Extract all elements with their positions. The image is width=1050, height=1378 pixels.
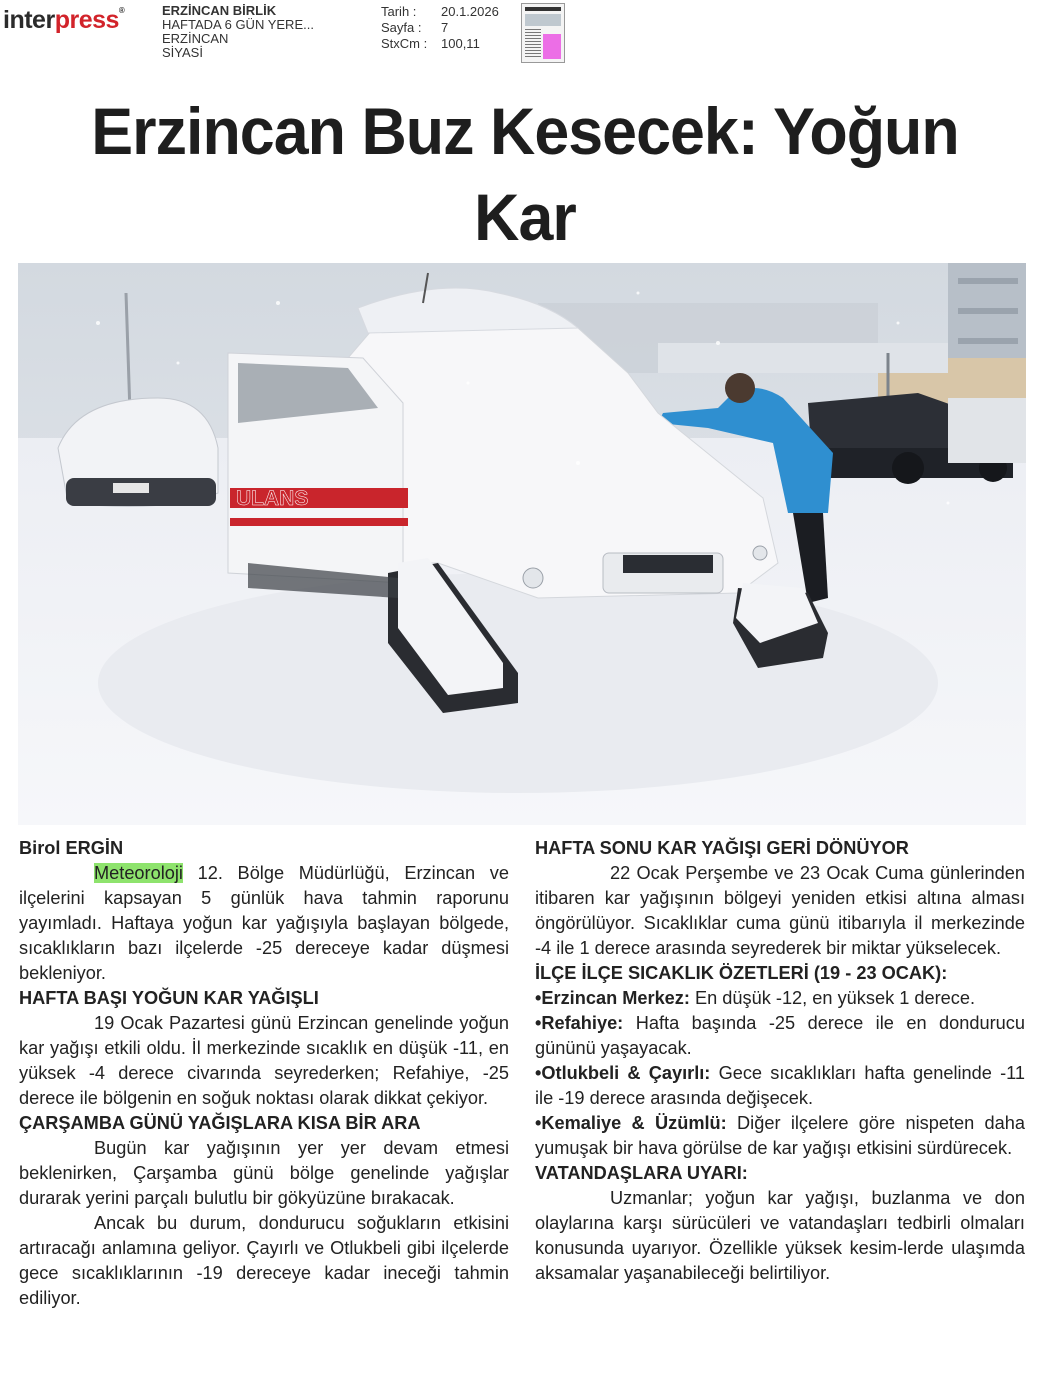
logo-inter: inter (3, 6, 55, 34)
stxcm-label: StxCm : (381, 36, 428, 51)
district-item-refahiye (535, 1011, 1025, 1061)
publication-city: ERZİNCAN (162, 31, 229, 46)
date-row (381, 4, 499, 20)
publication-frequency: HAFTADA 6 GÜN YERE... (162, 17, 314, 32)
subheading-wednesday: ÇARŞAMBA GÜNÜ YAĞIŞLARA KISA BİR ARA (19, 1113, 421, 1133)
subheading-warning: VATANDAŞLARA UYARI: (535, 1163, 748, 1183)
clipping-info (381, 4, 499, 52)
interpress-logo (3, 6, 124, 35)
district-label-refahiye: •Refahiye: (535, 1013, 624, 1033)
logo-press: press (54, 6, 119, 34)
snow-scene-illustration (18, 263, 1026, 825)
byline: Birol ERGİN (19, 838, 124, 858)
logo-registered: ® (118, 6, 125, 15)
publication-section: SİYASİ (162, 45, 203, 60)
page-thumbnail[interactable] (521, 3, 565, 63)
district-item-merkez (535, 986, 1025, 1011)
district-label-merkez: •Erzincan Merkez: (535, 988, 690, 1008)
paragraph-cold: Ancak bu durum, dondurucu soğukların etkisini artıracağı anlamına geliyor. Çayırlı ve Otlukbeli gibi ilçelerde gece sıcaklıklarının -19 dereceye kadar ineceği tahmin ediliyor. (19, 1213, 509, 1308)
paragraph-intro (19, 861, 509, 986)
district-text-kemaliye: Diğer ilçelere göre nispeten daha yumuşak bir hava görülse de kar yağışı etkisini sürdürecek. (535, 1113, 1025, 1158)
district-text-refahiye: Hafta başında -25 derece ile en dondurucu gününü yaşayacak. (535, 1013, 1025, 1058)
paragraph-warning: Uzmanlar; yoğun kar yağışı, buzlanma ve don olaylarına karşı sürücüleri ve vatandaşları tedbirli olmaları konusunda uyarıyor. Özellikle yüksek kesim-lerde ulaşımda aksamalar yaşanabileceği belirtiliyor. (535, 1188, 1025, 1283)
stxcm-value: 100,11 (441, 36, 480, 51)
headline-line-1: Erzincan Buz Kesecek: Yoğun Kar (91, 94, 959, 254)
article-photo (18, 263, 1026, 825)
publication-meta (162, 4, 314, 60)
paragraph-monday: 19 Ocak Pazartesi günü Erzincan genelinde yoğun kar yağışı etkili oldu. İl merkezinde sıcaklık en düşük -11, en yüksek -4 derece civarında seyrederken; Refahiye, -25 derece ile bölgenin en soğuk noktası olarak dikkat çekiyor. (19, 1013, 509, 1108)
paragraph-weekend: 22 Ocak Perşembe ve 23 Ocak Cuma günlerinden itibaren kar yağışının bölgeyi yeniden etkisi altına alması öngörülüyor. Sıcaklıklar cuma günü itibarıyla il merkezinde -4 ile 1 derece arasında seyrederek bir miktar yükselecek. (535, 863, 1025, 958)
ambulance-lettering: ULANS (236, 487, 309, 510)
article-column-left (19, 836, 509, 1311)
district-label-kemaliye: •Kemaliye & Üzümlü: (535, 1113, 727, 1133)
date-value: 20.1.2026 (441, 4, 499, 19)
page-row (381, 20, 499, 36)
date-label: Tarih : (381, 4, 417, 19)
district-item-otlukbeli (535, 1061, 1025, 1111)
stxcm-row (381, 36, 499, 52)
paragraph-intro-text: 12. Bölge Müdürlüğü, Erzincan ve ilçelerini kapsayan 5 günlük hava tahmin raporunu yayımladı. Haftaya yoğun kar yağışıyla başlayan bölgede, sıcaklıkların bazı ilçelerde -25 dereceye kadar düşmesi bekleniyor. (19, 863, 509, 983)
district-label-otlukbeli: •Otlukbeli & Çayırlı: (535, 1063, 711, 1083)
publication-name: ERZİNCAN BİRLİK (162, 3, 277, 18)
clipping-header (0, 0, 1050, 70)
paragraph-wednesday: Bugün kar yağışının yer yer devam etmesi beklenirken, Çarşamba günü bölge genelinde yağışlar durarak yerini parçalı bulutlu bir gökyüzüne bırakacak. (19, 1138, 509, 1208)
page-value: 7 (441, 20, 449, 35)
district-item-kemaliye (535, 1111, 1025, 1161)
article-column-right (535, 836, 1025, 1286)
subheading-monday: HAFTA BAŞI YOĞUN KAR YAĞIŞLI (19, 988, 319, 1008)
highlighted-keyword: Meteoroloji (94, 863, 183, 883)
subheading-districts: İLÇE İLÇE SICAKLIK ÖZETLERİ (19 - 23 OCAK): (535, 963, 948, 983)
page-label: Sayfa : (381, 20, 422, 35)
district-text-otlukbeli: Gece sıcaklıkları hafta genelinde -11 ile -19 derece arasında değişecek. (535, 1063, 1026, 1108)
district-text-merkez: En düşük -12, en yüksek 1 derece. (689, 988, 976, 1008)
subheading-weekend: HAFTA SONU KAR YAĞIŞI GERİ DÖNÜYOR (535, 838, 909, 858)
